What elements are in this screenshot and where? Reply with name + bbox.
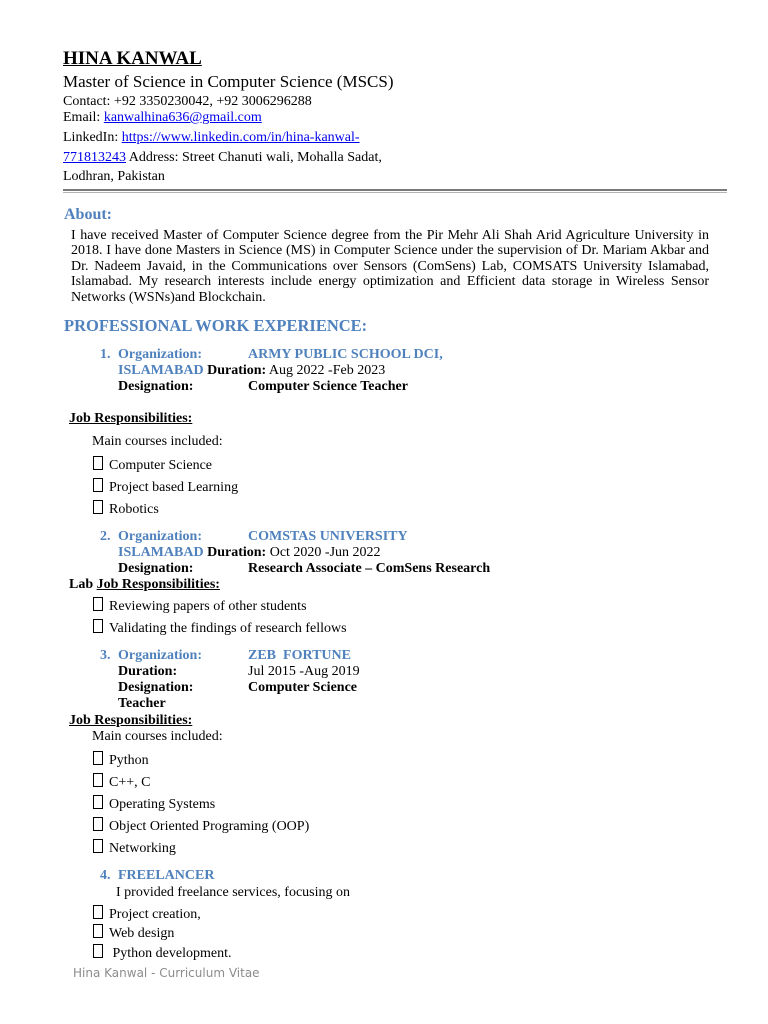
linkedin-label: LinkedIn: xyxy=(63,130,122,145)
job-3-duration: Jul 2015 -Aug 2019 xyxy=(248,664,360,679)
checkbox-bullet-icon xyxy=(93,619,103,633)
list-item: Validating the findings of research fellows xyxy=(93,619,347,637)
job-1-number: 1. xyxy=(100,347,111,362)
checkbox-bullet-icon xyxy=(93,500,103,514)
email-line xyxy=(63,110,262,126)
list-item: Python development. xyxy=(93,944,232,962)
checkbox-bullet-icon xyxy=(93,597,103,611)
about-paragraph: I have received Master of Computer Science degree from the Pir Mehr Ali Shah Arid Agriculture University in 2018. I have done Masters in Science (MS) in Computer Science under the supervision of Dr. Mariam Akbar and Dr. Nadeem Javaid, in the Communications over Sensors (ComSens) Lab, COMSATS University Islamabad, Islamabad. My research interests include energy optimization and Efficient data storage in Wireless Sensor Networks (WSNs)and Blockchain. xyxy=(71,228,709,305)
job-3-number: 3. xyxy=(100,648,111,663)
candidate-name: HINA KANWAL xyxy=(63,48,202,69)
job-1-responsibilities-heading: Job Responsibilities: xyxy=(69,411,193,426)
job-2-org-line-2 xyxy=(118,545,381,561)
email-link[interactable]: kanwalhina636@gmail.com xyxy=(103,110,262,125)
job-2-duration-label: Duration: xyxy=(207,545,267,560)
address-text: Address: Street Chanuti wali, Mohalla Sadat, xyxy=(126,150,382,165)
list-item: Python xyxy=(93,751,149,769)
job-1-intro: Main courses included: xyxy=(92,434,223,449)
checkbox-bullet-icon xyxy=(93,456,103,470)
checkbox-bullet-icon xyxy=(93,795,103,809)
job-2-number: 2. xyxy=(100,529,111,544)
about-heading: About: xyxy=(64,206,113,223)
job-4-org: FREELANCER xyxy=(118,868,215,883)
checkbox-bullet-icon xyxy=(93,924,103,938)
list-item: Operating Systems xyxy=(93,795,215,813)
header-divider xyxy=(63,189,727,191)
list-item: Object Oriented Programing (OOP) xyxy=(93,817,309,835)
job-3-duration-label: Duration: xyxy=(118,664,178,679)
job-1-org-city: ISLAMABAD xyxy=(118,363,204,378)
job-2-org: COMSTAS UNIVERSITY xyxy=(248,529,408,544)
checkbox-bullet-icon xyxy=(93,817,103,831)
job-3-responsibilities-heading: Job Responsibilities: xyxy=(69,713,193,728)
job-2-designation: Research Associate – ComSens Research xyxy=(248,561,491,576)
experience-heading: PROFESSIONAL WORK EXPERIENCE: xyxy=(64,316,368,335)
job-3-designation-continued: Teacher xyxy=(118,696,166,711)
job-1-duration: Aug 2022 -Feb 2023 xyxy=(266,363,386,378)
list-item: Web design xyxy=(93,924,174,942)
checkbox-bullet-icon xyxy=(93,839,103,853)
job-1-duration-label: Duration: xyxy=(207,363,267,378)
job-1-org-line-2 xyxy=(118,363,385,379)
checkbox-bullet-icon xyxy=(93,944,103,958)
job-2-lab-prefix: Lab xyxy=(69,577,97,592)
checkbox-bullet-icon xyxy=(93,905,103,919)
job-2-org-label: Organization: xyxy=(118,529,202,544)
list-item: Networking xyxy=(93,839,176,857)
list-item: Project creation, xyxy=(93,905,201,923)
checkbox-bullet-icon xyxy=(93,773,103,787)
list-item: Project based Learning xyxy=(93,478,238,496)
job-1-designation-label: Designation: xyxy=(118,379,194,394)
job-3-designation-label: Designation: xyxy=(118,680,194,695)
job-1-org-label: Organization: xyxy=(118,347,202,362)
job-2-responsibilities-heading: Job Responsibilities: xyxy=(96,577,220,592)
list-item: Reviewing papers of other students xyxy=(93,597,307,615)
list-item: Computer Science xyxy=(93,456,212,474)
list-item: Robotics xyxy=(93,500,159,518)
checkbox-bullet-icon xyxy=(93,478,103,492)
job-3-intro: Main courses included: xyxy=(92,729,223,744)
job-1-org: ARMY PUBLIC SCHOOL DCI, xyxy=(248,347,443,362)
address-line-2: Lodhran, Pakistan xyxy=(63,169,165,184)
list-item: C++, C xyxy=(93,773,150,791)
job-2-designation-label: Designation: xyxy=(118,561,194,576)
job-4-number: 4. xyxy=(100,868,111,883)
linkedin-line xyxy=(63,130,360,146)
job-2-responsibilities-line xyxy=(69,577,220,593)
header-divider-thin xyxy=(63,192,727,193)
job-1-designation: Computer Science Teacher xyxy=(248,379,408,394)
degree-title: Master of Science in Computer Science (MSCS) xyxy=(63,72,394,91)
job-3-designation: Computer Science xyxy=(248,680,357,695)
linkedin-link[interactable]: https://www.linkedin.com/in/hina-kanwal- xyxy=(121,130,360,145)
job-3-org: ZEB FORTUNE xyxy=(248,648,351,663)
email-label: Email: xyxy=(63,110,104,125)
linkedin-link-continued[interactable]: 771813243 xyxy=(63,150,126,165)
page-footer: Hina Kanwal - Curriculum Vitae xyxy=(73,966,260,980)
contact-line: Contact: +92 3350230042, +92 3006296288 xyxy=(63,94,312,109)
job-4-intro: I provided freelance services, focusing on xyxy=(116,885,351,900)
job-3-org-label: Organization: xyxy=(118,648,202,663)
job-2-org-city: ISLAMABAD xyxy=(118,545,204,560)
job-2-duration: Oct 2020 -Jun 2022 xyxy=(266,545,381,560)
address-line xyxy=(63,150,382,166)
checkbox-bullet-icon xyxy=(93,751,103,765)
